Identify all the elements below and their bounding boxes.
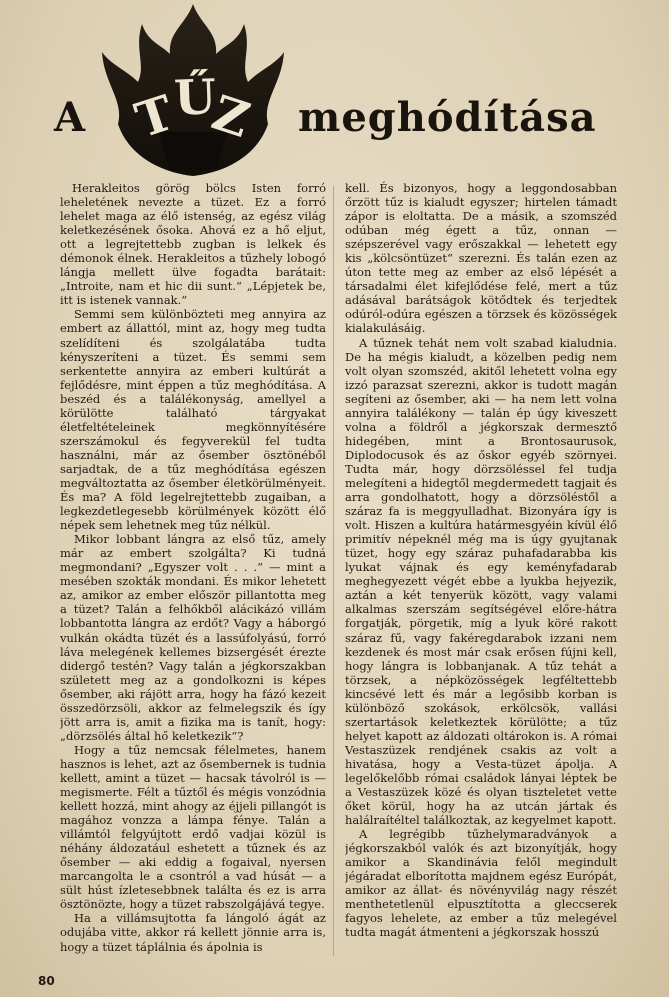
flame-torch-emblem xyxy=(98,4,288,178)
title-prefix: A xyxy=(54,94,86,141)
title-main: meghódítása xyxy=(298,94,597,141)
page-number: 80 xyxy=(38,974,55,988)
article-column-right xyxy=(345,181,617,966)
paragraph: A tűznek tehát nem volt szabad kialudnia. De ha mégis kialudt, a közelben pedig nem volt olyan szomszéd, akitől lehetett volna egy izzó parazsat szerezni, akkor is tudott magán segíteni az ősember, aki — ha nem lett volna annyira találékony — talán ép úgy kiveszett volna a földről a jégkorszak dermesztő hidegében, mint a Brontosaurusok, Diplodocusok és az őskor egyéb szörnyei. Tudta már, hogy dörzsöléssel fel tudja melegíteni a hidegtől megdermedett tagjait és arra gondolhatott, hogy a dörzsöléstől a száraz fa is meggyulladhat. Bizonyára így is volt. Hiszen a kultúra határmesgyéin kívül élő primitív népeknél még ma is úgy gyujtanak tüzet, hogy egy száraz puhafadarabba kis lyukat vájnak és egy keményfadarab meghegyezett végét ebbe a lyukba hejyezik, aztán a két tenyerük között, vagy valami alkalmas szerszám segítségével előre-hátra forgatják, pörgetik, míg a lyuk köré rakott száraz fű, vagy fakéregdarabok izzani nem kezdenek és most már csak erősen fújni kell, hogy lángra is lobbanjanak. A tűz tehát a törzsek, a népközösségek legféltettebb kincsévé lett és már a legősibb korban is különböző szokások, erkölcsök, vallási szertartások keletkeztek körülötte; a tűz helyet kapott az áldozati oltárokon is. A római Vestaszüzek rendjének csakis az volt a hivatása, hogy a Vesta-tüzet ápolja. A legelőkelőbb római családok lányai léptek be a Vestaszüzek közé és olyan tiszteletet vette őket körül, hogy ha az utcán jártak és halálraítéltel találkoztak, az kegyelmet kapott. xyxy=(345,335,617,828)
paragraph: A legrégibb tűzhelymaradványok a jégkorszakból valók és azt bizonyítják, hogy amikor a Skandinávia felől megindult jégáradat elborította majdnem egész Európát, amikor az állat- és növényvilág nagy részét menthetetlenül elpusztította a gleccserek fagyos lehelete, az ember a tűz melegével tudta magát átmenteni a jégkorszak hosszú xyxy=(345,827,617,940)
emblem-letter-t: T xyxy=(129,85,181,150)
emblem-letter-z: Z xyxy=(205,84,257,150)
article-column-left xyxy=(60,181,326,966)
paragraph: Mikor lobbant lángra az első tűz, amely már az embert szolgálta? Ki tudná megmondani? „Egyszer volt . . .“ — mint a mesében szokták mondani. És mikor lehetett az, amikor az ember először pillantotta meg a tüzet? Talán a felhőkből alácikázó villám lobbantotta lángra az erdőt? Vagy a háborgó vulkán okádta tüzét és a lassúfolyású, forró láva melegének kellemes bizsergését érezte didergő testén? Vagy talán a jégkorszakban született meg az a gondolkozni is képes ősember, aki rájött arra, hogy ha fázó kezeit összedörzsöli, akkor az felmelegszik és így jött arra is, amit a fizika ma is tanít, hogy: „dörzsölés által hő keletkezik“? xyxy=(60,532,326,743)
emblem-letter-u: Ű xyxy=(173,69,217,127)
paragraph: Semmi sem különbözteti meg annyira az embert az állattól, mint az, hogy meg tudta szelídíteni és szolgálatába tudta kényszeríteni a tüzet. És semmi sem serkentette annyira az emberi kultúrát a fejlődésre, mint éppen a tűz meghódítása. A beszéd és a találékonyság, amellyel a körülötte található tárgyakat életfeltételeinek megkönnyítésére szerszámokul és fegyverekül fel tudta használni, már az ősember ösztönéből sarjadtak, de a tűz meghódítása egészen megváltoztatta az ősember életkörülményeit. És ma? A föld legelrejtettebb zugaiban, a legkezdetlegesebb körülmények között élő népek sem lehetnek meg tűz nélkül. xyxy=(60,307,326,533)
paragraph: Ha a villámsujtotta fa lángoló ágát az odujába vitte, akkor rá kellett jönnie arra is, hogy a tüzet táplálnia és ápolnia is xyxy=(60,911,326,954)
paragraph: kell. És bizonyos, hogy a leggondosabban őrzött tűz is kialudt egyszer; hirtelen támadt zápor is eloltatta. De a másik, a szomszéd odúban még égett a tűz, onnan — szépszerével vagy erőszakkal — lehetett egy kis „kölcsöntüzet“ szerezni. És talán ezen az úton tette meg az ember az első lépését a társadalmi élet kifejlődése felé, mert a tűz adásával barátságok kötődtek és terjedtek odúról-odúra egészen a törzsek és közösségek kialakulásáig. xyxy=(345,181,617,336)
paragraph: Herakleitos görög bölcs Isten forró leheletének nevezte a tüzet. Ez a forró lehelet maga az élő istenség, az egész világ keletkezésének ősoka. Ahová ez a hő eljut, ott a legrejtettebb zugban is lelkek és démonok élnek. Herakleitos a tűzhely lobogó lángja mellett ülve fogadta barátait: „Introite, nam et hic dii sunt.“ „Lépjetek be, itt is istenek vannak.“ xyxy=(60,181,326,308)
column-divider xyxy=(333,186,334,956)
paragraph: Hogy a tűz nemcsak félelmetes, hanem hasznos is lehet, azt az ősembernek is tudnia kellett, amint a tüzet — hacsak távolról is — megismerte. Félt a tűztől és mégis vonzódnia kellett hozzá, mint ahogy az éjjeli pillangót is magához vonzza a lámpa fénye. Talán a villámtól felgyújtott erdő vadjai közül is néhány áldozatául eshetett a tűznek és az ősember — aki eddig a fogaival, nyersen marcangolta le a csontról a vad húsát — a sült húst ízletesebbnek találta és ez is arra ösztönözte, hogy a tüzet rabszolgájává tegye. xyxy=(60,742,326,912)
